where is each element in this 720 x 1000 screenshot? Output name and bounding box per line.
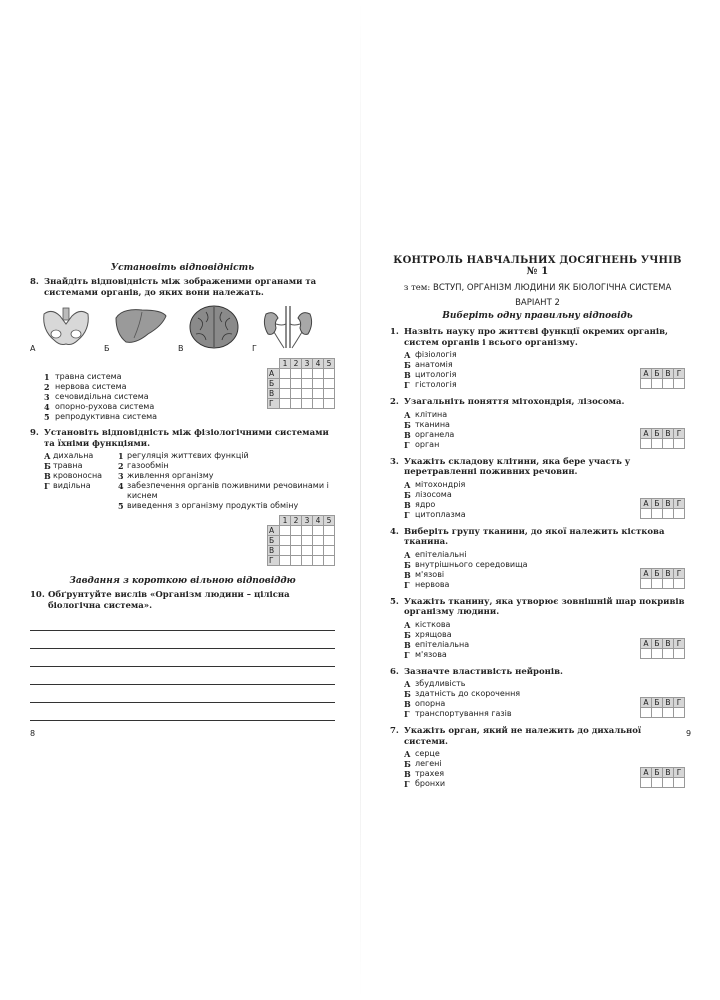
answer-cell[interactable] — [324, 369, 335, 379]
list-item: 2 газообмін — [118, 461, 169, 471]
options-list — [404, 410, 640, 450]
answer-option: Б анатомія — [404, 360, 453, 370]
test-header — [390, 255, 685, 321]
answer-option: Г орган — [404, 439, 440, 450]
answer-cell[interactable] — [280, 546, 291, 556]
page-number-right: 9 — [686, 729, 692, 738]
answer-cell[interactable] — [324, 526, 335, 536]
list-item: 3 живлення організму — [118, 471, 214, 481]
left-page — [30, 255, 335, 721]
options-list — [404, 550, 640, 590]
section-title-short-answer: Завдання з короткою вільною відповіддю — [69, 576, 296, 586]
question-2 — [390, 397, 685, 450]
question-10 — [30, 590, 335, 721]
answer-cell[interactable] — [674, 778, 685, 788]
page-number-left: 8 — [30, 729, 36, 738]
answer-cell[interactable] — [291, 526, 302, 536]
kidneys-image — [252, 304, 318, 354]
answer-option: Г гістологія — [404, 380, 457, 390]
image-label-g: Г — [252, 343, 257, 353]
answer-cell[interactable] — [302, 389, 313, 399]
image-label-b: Б — [104, 343, 110, 353]
question-number: 9. — [30, 428, 39, 438]
answer-option: Г бронхи — [404, 779, 446, 789]
question-number: 3. — [390, 456, 399, 467]
list-item: 1 травна система — [44, 372, 122, 382]
answer-cell[interactable] — [324, 379, 335, 389]
answer-option: Б тканина — [404, 419, 450, 430]
answer-option: Б внутрішнього середовища — [404, 559, 528, 570]
question-number: 5. — [390, 596, 399, 607]
answer-cell[interactable] — [324, 556, 335, 566]
list-item: 2 нервова система — [44, 382, 127, 392]
question-5 — [390, 597, 685, 660]
test-title: КОНТРОЛЬ НАВЧАЛЬНИХ ДОСЯГНЕНЬ УЧНІВ № 1 — [393, 255, 682, 277]
options-list — [404, 620, 640, 660]
question-number: 7. — [390, 726, 399, 736]
answer-option: Г нервова — [404, 579, 450, 590]
variant-label: ВАРІАНТ 2 — [515, 298, 560, 308]
answer-cell[interactable] — [641, 379, 652, 389]
answer-cell[interactable] — [652, 648, 663, 658]
question-text: Узагальніть поняття мітохондрія, лізосома. — [404, 397, 625, 407]
answer-option: А кісткова — [404, 619, 451, 630]
question-text: Зазначте властивість нейронів. — [404, 666, 563, 677]
question-number: 6. — [390, 666, 399, 677]
systems-column — [44, 451, 118, 511]
answer-grid-q8: 1 2 3 4 5 А Б В Г — [267, 358, 335, 409]
answer-option: А мітохондрія — [404, 479, 466, 490]
image-label-a: А — [30, 343, 36, 353]
answer-cell[interactable] — [641, 438, 652, 448]
answer-lines[interactable] — [30, 613, 335, 721]
answer-cell[interactable] — [302, 379, 313, 389]
image-label-v: В — [178, 343, 184, 353]
list-item: Г видільна — [44, 481, 91, 491]
answer-cell[interactable] — [641, 508, 652, 518]
answer-cell[interactable] — [663, 648, 674, 658]
answer-cell[interactable] — [280, 526, 291, 536]
answer-box: А Б В Г — [640, 498, 685, 519]
answer-cell[interactable] — [313, 536, 324, 546]
answer-option: В цитологія — [404, 370, 457, 380]
answer-option: А фізіологія — [404, 350, 457, 360]
answer-cell[interactable] — [663, 578, 674, 588]
options-list — [404, 480, 640, 520]
answer-option: А клітина — [404, 409, 448, 420]
list-item: 4 забезпечення органів поживними речовинами і киснем — [118, 481, 329, 500]
answer-option: А серце — [404, 749, 440, 759]
question-9 — [30, 428, 335, 566]
list-item: В кровоносна — [44, 471, 103, 481]
answer-cell[interactable] — [313, 389, 324, 399]
question-8 — [30, 277, 335, 422]
answer-cell[interactable] — [641, 708, 652, 718]
answer-cell[interactable] — [302, 399, 313, 409]
answer-cell[interactable] — [313, 526, 324, 536]
question-7 — [390, 726, 685, 789]
system-list — [44, 372, 157, 422]
answer-cell[interactable] — [291, 556, 302, 566]
answer-cell[interactable] — [652, 578, 663, 588]
answer-option: В епітеліальна — [404, 639, 470, 650]
question-number: 2. — [390, 397, 399, 407]
answer-option: Г цитоплазма — [404, 509, 466, 520]
answer-cell[interactable] — [674, 379, 685, 389]
question-number: 10. — [30, 590, 45, 600]
question-text: Установіть відповідність між фізіологічними системами та їхніми функціями. — [44, 428, 329, 449]
answer-cell[interactable] — [652, 708, 663, 718]
answer-cell[interactable] — [280, 556, 291, 566]
answer-box: А Б В Г — [640, 767, 685, 788]
answer-option: Б здатність до скорочення — [404, 689, 521, 699]
answer-cell[interactable] — [313, 369, 324, 379]
list-item: 5 репродуктивна система — [44, 412, 158, 422]
answer-option: А епітеліальні — [404, 549, 467, 560]
answer-cell[interactable] — [652, 508, 663, 518]
answer-cell[interactable] — [302, 556, 313, 566]
question-text: Назвіть науку про життєві функції окремих органів, систем органів і всього організму. — [404, 327, 668, 348]
answer-option: В органела — [404, 429, 455, 440]
answer-cell[interactable] — [663, 379, 674, 389]
answer-option: Г м'язова — [404, 649, 447, 660]
answer-cell[interactable] — [641, 578, 652, 588]
answer-cell[interactable] — [313, 546, 324, 556]
answer-cell[interactable] — [291, 546, 302, 556]
list-item: А дихальна — [44, 451, 94, 461]
answer-box: А Б В Г — [640, 697, 685, 718]
answer-cell[interactable] — [663, 778, 674, 788]
question-number: 4. — [390, 526, 399, 537]
answer-cell[interactable] — [302, 526, 313, 536]
answer-cell[interactable] — [652, 778, 663, 788]
answer-cell[interactable] — [674, 648, 685, 658]
answer-box: А Б В Г — [640, 638, 685, 659]
answer-cell[interactable] — [674, 438, 685, 448]
answer-cell[interactable] — [652, 438, 663, 448]
question-text: Укажіть складову клітини, яка бере участь у перетравленні поживних речовин. — [404, 456, 631, 477]
question-3 — [390, 457, 685, 520]
answer-cell[interactable] — [291, 389, 302, 399]
answer-cell[interactable] — [291, 399, 302, 409]
brain-image — [178, 304, 244, 354]
functions-column — [118, 451, 335, 511]
answer-cell[interactable] — [641, 648, 652, 658]
test-subtitle: з тем: ВСТУП, ОРГАНІЗМ ЛЮДИНИ ЯК БІОЛОГІЧНА СИСТЕМА — [403, 283, 672, 293]
answer-cell[interactable] — [291, 536, 302, 546]
list-item: 1 регуляція життєвих функцій — [118, 451, 249, 461]
organ-images — [30, 304, 335, 354]
answer-cell[interactable] — [302, 536, 313, 546]
question-number: 1. — [390, 327, 399, 337]
question-text: Укажіть орган, який не належить до дихальної системи. — [404, 726, 642, 747]
book-fold — [360, 0, 361, 1000]
section-title-matching: Установіть відповідність — [110, 263, 255, 273]
answer-option: Б легені — [404, 759, 442, 769]
answer-cell[interactable] — [291, 379, 302, 389]
answer-box: А Б В Г — [640, 428, 685, 449]
list-item: 4 опорно-рухова система — [44, 402, 155, 412]
answer-cell[interactable] — [302, 369, 313, 379]
question-1 — [390, 327, 685, 390]
answer-cell[interactable] — [663, 708, 674, 718]
answer-option: В м'язові — [404, 569, 445, 580]
answer-cell[interactable] — [313, 399, 324, 409]
options-list — [404, 749, 640, 789]
question-number: 8. — [30, 277, 39, 287]
answer-cell[interactable] — [652, 379, 663, 389]
answer-cell[interactable] — [302, 546, 313, 556]
liver-image — [104, 304, 170, 354]
answer-cell[interactable] — [313, 379, 324, 389]
answer-option: В ядро — [404, 499, 436, 510]
answer-cell[interactable] — [324, 546, 335, 556]
answer-box: А Б В Г — [640, 568, 685, 589]
answer-cell[interactable] — [280, 379, 291, 389]
answer-cell[interactable] — [663, 438, 674, 448]
answer-cell[interactable] — [674, 578, 685, 588]
answer-grid-q9: 1 2 3 4 5 А Б В Г — [267, 515, 335, 566]
answer-box: А Б В Г — [640, 368, 685, 389]
question-text: Знайдіть відповідність між зображеними органами та системами органів, до яких вони належать. — [44, 277, 317, 298]
answer-cell[interactable] — [280, 389, 291, 399]
answer-cell[interactable] — [324, 399, 335, 409]
question-text: Виберіть групу тканини, до якої належить кісткова тканина. — [404, 526, 665, 547]
right-page — [390, 255, 685, 789]
answer-cell[interactable] — [291, 369, 302, 379]
answer-cell[interactable] — [324, 536, 335, 546]
answer-option: А збудливість — [404, 679, 466, 689]
instruction: Виберіть одну правильну відповідь — [442, 311, 633, 321]
answer-option: Б хрящова — [404, 629, 452, 640]
options-list — [404, 679, 640, 719]
answer-option: В трахея — [404, 769, 445, 779]
answer-cell[interactable] — [674, 708, 685, 718]
list-item: Б травна — [44, 461, 83, 471]
answer-cell[interactable] — [663, 508, 674, 518]
answer-cell[interactable] — [280, 536, 291, 546]
answer-option: Г транспортування газів — [404, 709, 512, 719]
question-text: Укажіть тканину, яка утворює зовнішній шар покривів організму людини. — [404, 596, 685, 617]
answer-option: В опорна — [404, 699, 446, 709]
answer-cell[interactable] — [313, 556, 324, 566]
answer-cell[interactable] — [674, 508, 685, 518]
answer-cell[interactable] — [324, 389, 335, 399]
answer-option: Б лізосома — [404, 489, 452, 500]
options-list — [404, 350, 640, 390]
list-item: 3 сечовидільна система — [44, 392, 149, 402]
pelvis-image — [30, 304, 96, 354]
answer-cell[interactable] — [280, 369, 291, 379]
question-6 — [390, 667, 685, 720]
list-item: 5 виведення з організму продуктів обміну — [118, 501, 299, 511]
answer-cell[interactable] — [280, 399, 291, 409]
question-text: Обґрунтуйте вислів «Організм людини – цілісна біологічна система». — [48, 590, 290, 611]
answer-cell[interactable] — [641, 778, 652, 788]
question-4 — [390, 527, 685, 590]
